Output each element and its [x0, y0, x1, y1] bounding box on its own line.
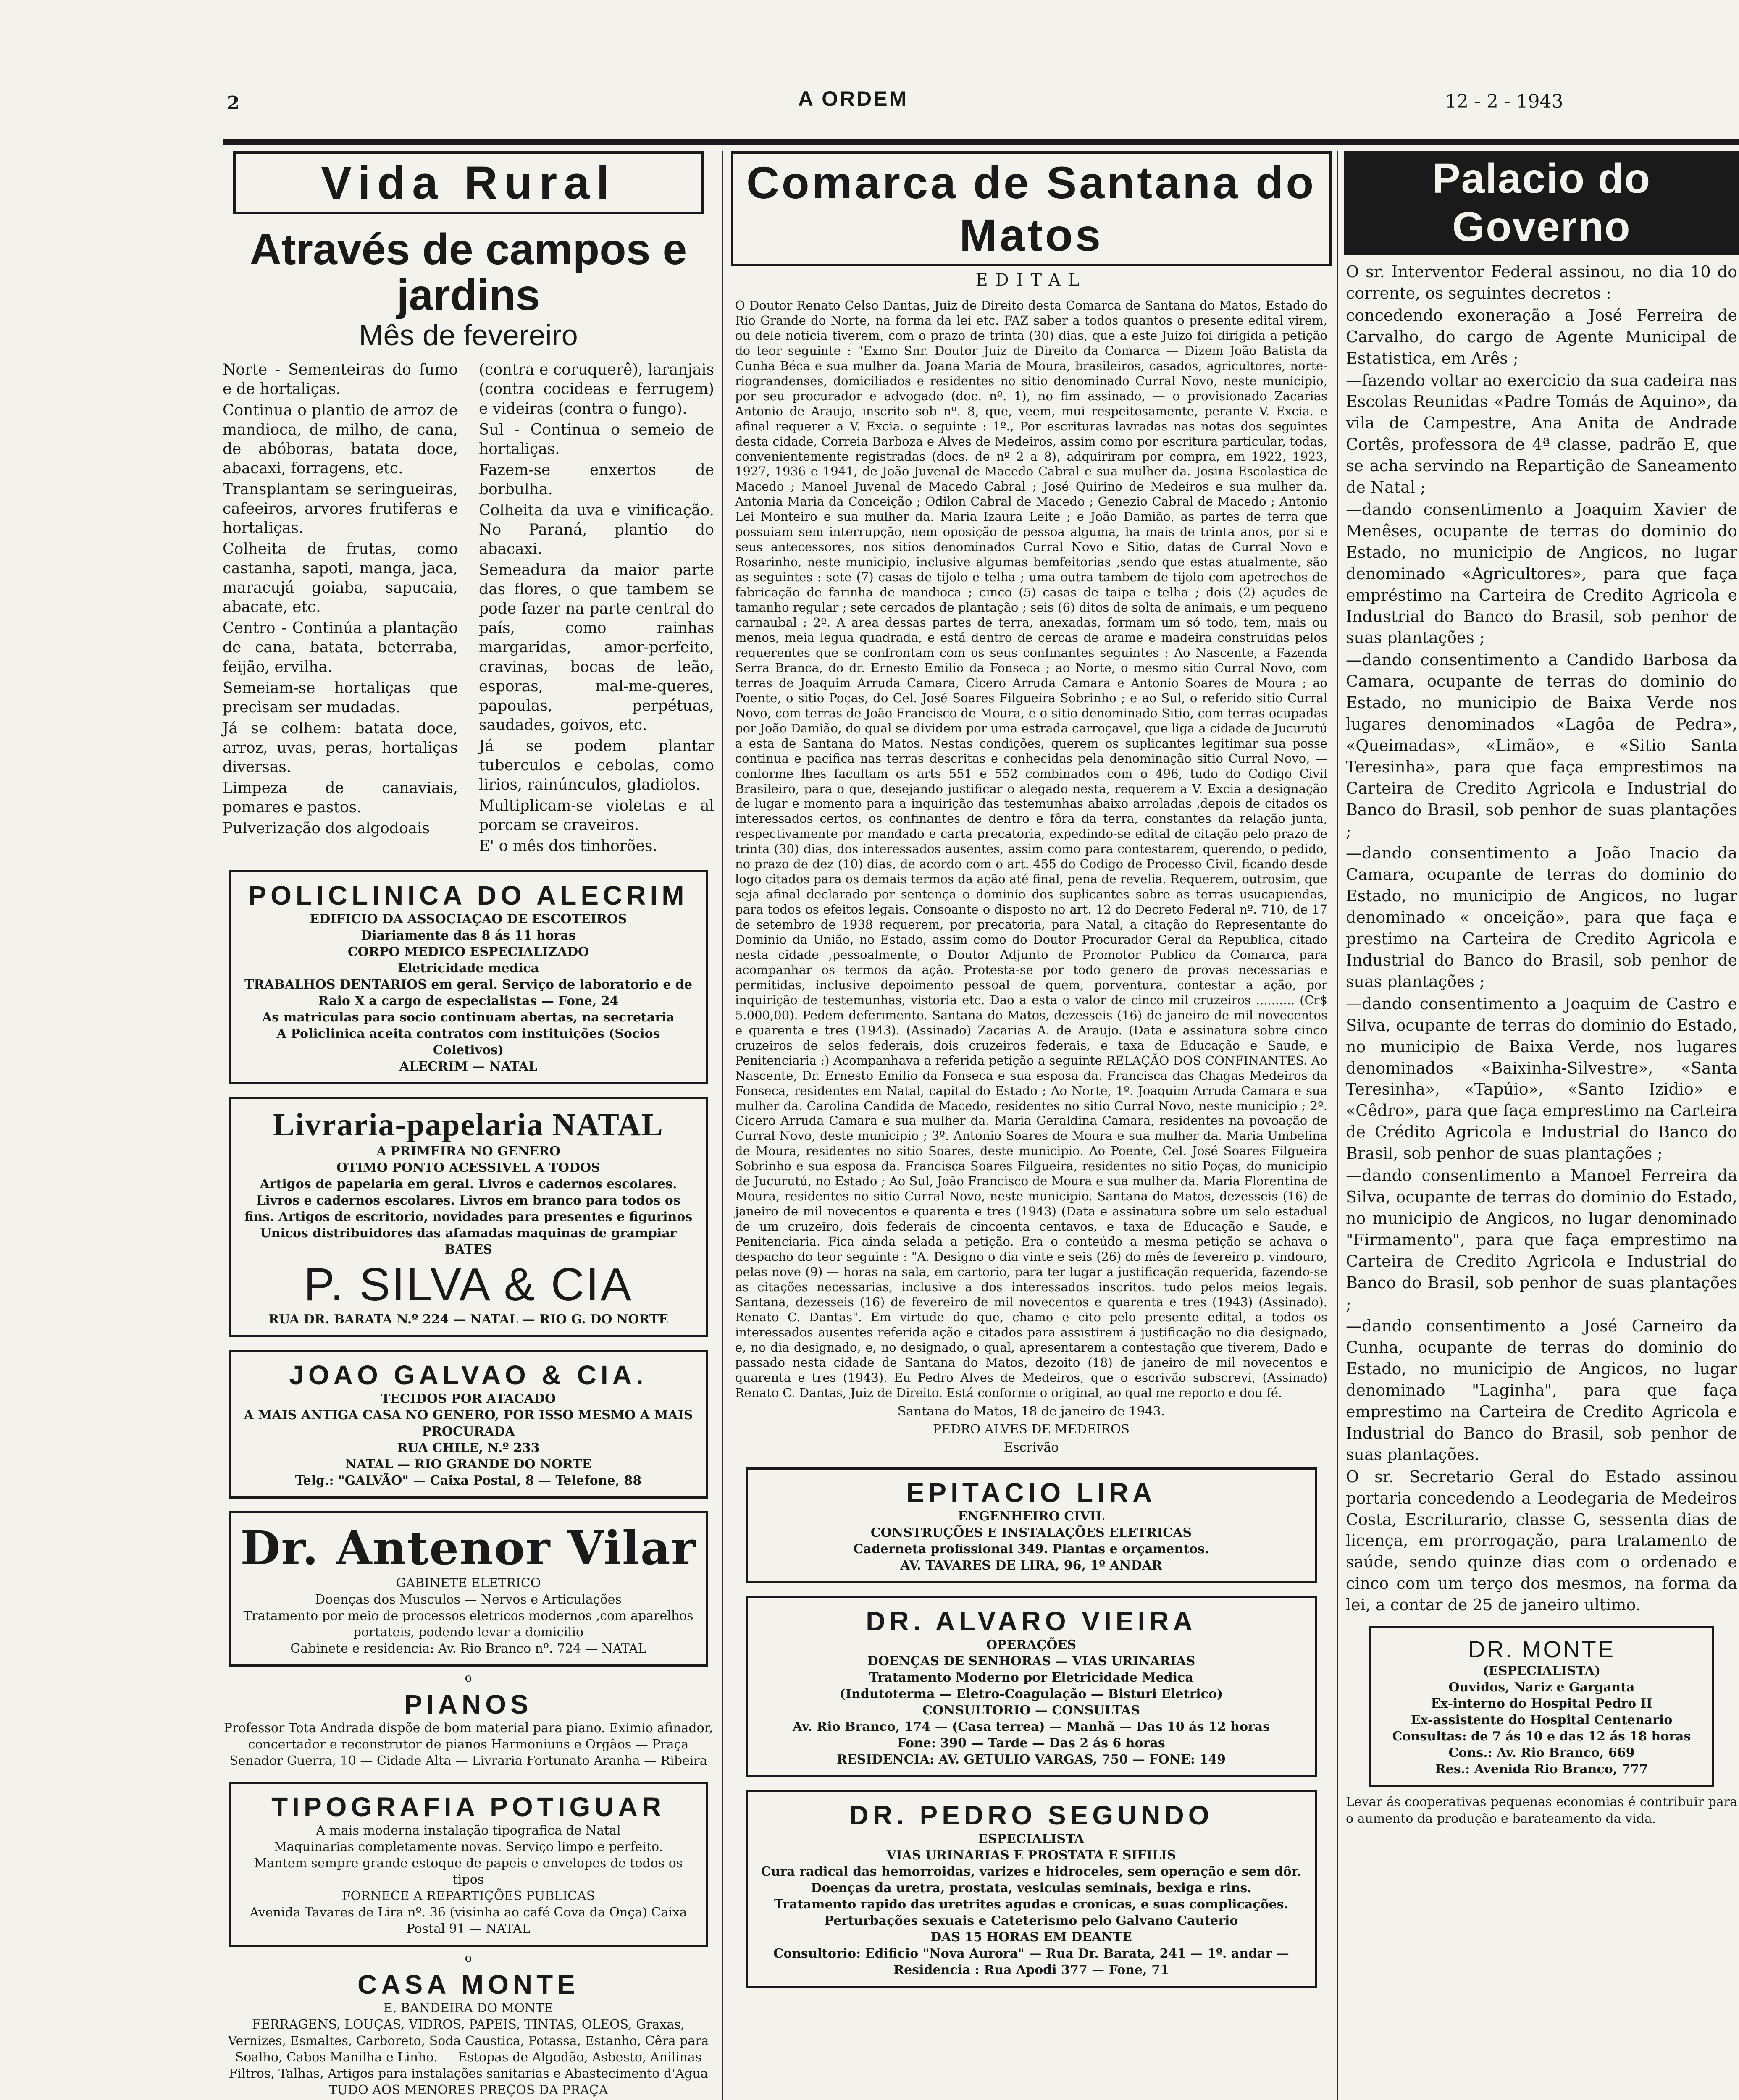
edital-title: Comarca de Santana do Matos — [731, 151, 1332, 266]
ad-line: ALECRIM — NATAL — [399, 1059, 538, 1074]
paragraph: Continua o plantio de arroz de mandioca, de milho, de cana, de abóboras, batata doce, abacaxi, forragens, etc. — [223, 402, 458, 477]
headline: Através de campos e jardins — [250, 225, 687, 320]
ad-joao-galvao — [229, 1350, 708, 1499]
paragraph: Colheita de frutas, como castanha, sapoti, manga, jaca, maracujá goiaba, sapucaia, abacate, etc. — [223, 541, 458, 616]
ad-line: GABINETE ELETRICO — [396, 1576, 541, 1591]
ad-livraria — [229, 1097, 708, 1337]
ad-line: DOENÇAS DE SENHORAS — VIAS URINARIAS — [867, 1654, 1195, 1669]
ad-line: (ESPECIALISTA) — [1482, 1664, 1601, 1679]
paragraph: —fazendo voltar ao exercicio da sua cadeira nas Escolas Reunidas «Padre Tomás de Aquino», da vila de Campestre, Ana Anita de Andrade Cortês, professora de 4ª classe, padrão E, que se acha servindo na Repartição de Saneamento de Natal ; — [1346, 371, 1737, 497]
paragraph: O sr. Secretario Geral do Estado assinou portaria concedendo a Leodegaria de Medeiros Costa, Escriturario, classe G, sessenta dias de licença, em prorrogação, para tratamento de saúde, sendo quinze dias com o ordenado e cinco com um terço dos mesmos, na forma da lei, a contar de 25 de janeiro ultimo. — [1346, 1467, 1737, 1614]
ad-line: TUDO AOS MENORES PREÇOS DA PRAÇA — [328, 2083, 608, 2098]
ad-title: EPITACIO LIRA — [906, 1477, 1156, 1508]
ad-line: (Indutoterma — Eletro-Coagulação — Bisturi Eletrico) — [839, 1686, 1223, 1701]
ad-title: CASA MONTE — [357, 1969, 579, 2000]
ad-lines — [757, 1508, 1306, 1574]
ad-line: As matriculas para socio continuam abertas, na secretaria — [262, 1010, 675, 1025]
ad-line: Avenida Tavares de Lira nº. 36 (visinha ao café Cova da Onça) Caixa Postal 91 — NATAL — [250, 1905, 687, 1937]
ad-dr-monte — [1369, 1626, 1714, 1787]
cooperativas-note: Levar ás cooperativas pequenas economias é contribuir para o aumento da produção e barateamento da vida. — [1346, 1795, 1737, 1827]
palacio-title: Palacio do Governo — [1344, 151, 1739, 255]
ad-lines — [240, 1822, 696, 1937]
paragraph: Fazem-se enxertos de borbulha. — [479, 461, 714, 498]
paragraph: —dando consentimento a João Inacio da Camara, ocupante de terras do dominio do Estado, no municipio de Angicos, no lugar denominado « onceição», para que faça e prestimo na Carteira de Credito Agricola e Industrial do Banco do Brasil, sob penhor de suas plantações ; — [1346, 844, 1737, 991]
ad-line: Tratamento por meio de processos eletricos modernos ,com aparelhos portateis, podendo levar a domicilio — [243, 1609, 693, 1640]
ad-tipografia — [229, 1782, 708, 1947]
ad-line: OTIMO PONTO ACESSIVEL A TODOS — [336, 1160, 600, 1176]
ad-line: Eletricidade medica — [398, 961, 539, 976]
ad-line: DAS 15 HORAS EM DEANTE — [930, 1929, 1132, 1945]
ad-lines — [240, 1575, 696, 1657]
ad-line: A mais moderna instalação tipografica de Natal — [316, 1823, 621, 1838]
paragraph: Pulverização dos algodoais — [223, 820, 430, 837]
paragraph: Semeiam-se hortaliças que precisam ser mudadas. — [223, 679, 458, 716]
ad-line: EDIFICIO DA ASSOCIAÇAO DE ESCOTEIROS — [310, 912, 627, 927]
ad-line: CONSULTORIO — CONSULTAS — [922, 1703, 1140, 1718]
ad-line: ENGENHEIRO CIVIL — [958, 1509, 1105, 1524]
ad-line: FERRAGENS, LOUÇAS, VIDROS, PAPEIS, TINTAS, OLEOS, Graxas, Vernizes, Esmaltes, Carboreto, Soda Caustica, Potassa, Estanho, Cêra para Soalho, Cabos Manilha e Linho. — Estopas de Algodão, Asbesto, Anilinas Filtros, Talhas, Artigos para instalações sanitarias e Abastecimento d'Agua — [228, 2017, 709, 2082]
palacio-body — [1346, 261, 1737, 1616]
paragraph: (contra e coruquerê), laranjais (contra cocideas e ferrugem) e videiras (contra o fungo). — [479, 361, 714, 417]
ad-line: Telg.: "GALVÃO" — Caixa Postal, 8 — Telefone, 88 — [295, 1473, 642, 1488]
ad-casa-monte — [223, 1969, 714, 2100]
right-column — [1344, 151, 1739, 2100]
ad-line: AV. TAVARES DE LIRA, 96, 1º ANDAR — [900, 1558, 1162, 1573]
paragraph: Limpeza de canaviais, pomares e pastos. — [223, 780, 458, 816]
ad-title: PIANOS — [404, 1689, 533, 1720]
column-divider — [722, 151, 723, 2100]
ad-line: Diariamente das 8 ás 11 horas — [361, 928, 576, 943]
edital-body: O Doutor Renato Celso Dantas, Juiz de Direito desta Comarca de Santana do Matos, Estado do Rio Grande do Norte, na forma da lei etc. FAZ saber a todos quantos o presente edital virem, ou dele noticia tiverem, com o prazo de trinta (30) dias, que a este Juizo foi dirigida a petição do teor seguinte : "Exmo Snr. Doutor Juiz de Direito da Comarca — Dizem João Batista da Cunha Béca e sua mulher da. Joana Maria de Moura, brasileiros, casados, agricultores, norte-riograndenses, domiciliados e residentes no sitio denominado Curral Novo, neste municipio, por seu procurador e advogado (doc. nº. 1), no fim assinado, — o provisionado Zacarias Antonio de Araujo, inscrito sob nº. 8, que, veem, mui respeitosamente, perante V. Excia. e afinal requerer a V. Excia. o seguinte : 1º., Por escrituras lavradas nas notas dos seguintes desta cidade, Correia Barboza e Alves de Medeiros, assim como por escritura particular, todas, convenientemente registradas (docs. de nº 2 a 8), adquiriram por compra, em 1922, 1923, 1927, 1936 e 1941, de João Juvenal de Macedo Cabral e sua mulher da. Josina Escolastica de Macedo ; Manoel Juvenal de Macedo Cabral ; José Quirino de Medeiros e sua mulher da. Antonia Maria da Conceição ; Odilon Cabral de Macedo ; Genezio Cabral de Macedo ; Antonio Lei Monteiro e sua mulher da. Maria Izaura Leite ; e João Damião, as partes de terra que possuiam sem interrupção, nem oposição de pessoa alguma, ha mais de trinta anos, por si e seus antecessores, nos sitios denominados Curral Novo e Sitio, datas de Curral Novo e Rosarinho, neste municipio, inclusive algumas bemfeitorias ,sendo que estas atualmente, são as seguintes : sete (7) casas de tijolo e telha ; uma outra tambem de tijolo com apetrechos de fabricação de farinha de mandioca ; cinco (5) casas de taipa e telha ; dois (2) açudes de tamanho regular ; sete cercados de plantação ; seis (6) ditos de solta de animais, e um pequeno carnaubal ; 2º. A area dessas partes de terra, anexadas, formam um só todo, tem, mais ou menos, meia legua quadrada, e está dentro de cercas de arame e madeira construidas pelos requerentes que se confrontam com os seus confinantes seguintes : Ao Nascente, a Fazenda Serra Branca, do dr. Ernesto Emilio da Fonseca ; ao Norte, o mesmo sitio Curral Novo, com terras de Joaquim Arruda Camara, Cicero Arruda Camara e Antonio Soares de Moura ; ao Poente, o sitio Poças, do Cel. José Soares Filgueira Sobrinho ; e ao Sul, o referido sitio Curral Novo, com terras de João Francisco de Moura, e o sitio denominado Sitio, com terras ocupadas por João Damião, do qual se dividem por uma estrada carroçavel, que liga a cidade de Jucurutú a esta de Santana do Matos. Nestas condições, querem os suplicantes legitimar sua posse continua e pacifica nas terras descritas e conhecidas pela denominação sitio Curral Novo, — conforme lhes facultam os arts 551 e 552 combinados com o 496, tudo do Codigo Civil Brasileiro, para o que, desejando justificar o alegado nesta, requerem a V. Excia a designação de lugar e momento para a inquirição das testemunhas abaixo arroladas ,depois de citados os interessados certos, os confinantes de dentro e fôra da terra, constantes da relação junta, respectivamente por mandado e carta precatoria, expedindo-se edital de citação pelo prazo de trinta (30) dias, dos interessados ausentes, assim como para contestarem, querendo, o pedido, no prazo de dez (10) dias, de acordo com o art. 455 do Codigo de Processo Civil, ficando desde logo citados para os demais termos da ação até final, pena de revelia. Requerem, outrosim, que seja afinal declarado por sentença o dominio dos suplicantes sobre as terras usucapiendas, para todos os efeitos legais. Consoante o disposto no art. 12 do Decreto Federal nº. 710, de 17 de setembro de 1938 requerem, por precatoria, para Natal, a citação do Representante do Dominio da União, no Estado, assim como do Doutor Procurador Geral da Republica, citado nesta cidade ,pessoalmente, o Doutor Adjunto de Promotor Publico da Comarca, para acompanhar os termos da ação. Protesta-se por todo genero de provas necessarias e permitidas, inclusive depoimento pessoal de quem, porventura, contestar a ação, por inquirição de testemunhas, vistoria etc. Dao a esta o valor de cinco mil cruzeiros .......... (Cr$ 5.000,00). Pedem deferimento. Santana do Matos, dezesseis (16) de janeiro de mil novecentos e quarenta e tres (1943). (Assinado) Zacarias A. de Araujo. (Data e assinatura sobre cinco cruzeiros de selos federais, dois cruzeiros federais, e taxa de Educação e Saude, e Penitenciaria :) Acompanhava a referida petição a seguinte RELAÇÃO DOS CONFINANTES. Ao Nascente, Dr. Ernesto Emilio da Fonseca e sua esposa da. Francisca das Chagas Medeiros da Fonseca, residentes em Natal, capital do Estado ; Ao Norte, 1º. Joaquim Arruda Camara e sua mulher da. Carolina Candida de Macedo, residentes no sitio Curral Novo, neste municipio ; 2º. Cicero Arruda Camara e sua mulher da. Maria Geraldina Camara, residentes na povoação de Curral Novo, deste municipio ; 3º. Antonio Soares de Moura e sua mulher da. Maria Umbelina de Moura, residentes no sitio Soares, deste municipio. Ao Poente, Cel. José Soares Filgueira Sobrinho e sua esposa da. Francisca Soares Filgueira, residentes no sitio Poças, do municipio de Jucurutú, no Estado ; Ao Sul, João Francisco de Moura e sua mulher da. Maria Florentina de Moura, residentes no sitio Curral Novo, neste municipio. Santana do Matos, dezesseis (16) de janeiro de mil novecentos e quarenta e tres (1943) (Data e assinatura sobre um selo estadual de um cruzeiro, dois federais de cincoenta centavos, e taxa de Educação e Saude, e Penitenciaria. Fica ainda selada a petição. Era o conteúdo a mesma petição se achava o despacho do teor seguinte : "A. Designo o dia vinte e seis (26) do mês de fevereiro p. vindouro, pelas nove (9) — horas na sala, em cartorio, para ter lugar a justificação requerida, fazendo-se as citações necessarias, inclusive a dos interessados inscritos. tudo pelos meios legais. Santana, dezesseis (16) de fevereiro de mil novecentos e quarenta e tres (1943) (Assinado). Renato C. Dantas". Em virtude do que, chamo e cito pelo presente edital, a todos os interessados ausentes referida ação e citados para assistirem á justificação no dia designado, e, no dia designado, e, no designado, o qual, apresentarem a contestação que tiverem, Dado e passado nesta cidade de Santana do Matos, dezoito (18) de janeiro de mil novecentos e quarenta e tres (1943). Eu Pedro Alves de Medeiros, que o escrivão subscrevi, (Assinado) Renato C. Dantas, Juiz de Direito. Está conforme o original, ao qual me reporto e dou fé. — [735, 298, 1327, 1400]
paragraph: Já se colhem: batata doce, arroz, uvas, peras, hortaliças diversas. — [223, 719, 458, 776]
edital-label: EDITAL — [975, 270, 1087, 290]
ad-line: Tratamento Moderno por Eletricidade Medica — [869, 1670, 1193, 1685]
paragraph: —dando consentimento a Candido Barbosa da Camara, ocupante de terras do dominio do Estado, no municipio de Baixa Verde nos lugares denominados «Lagôa de Pedra», «Queimadas», «Limão», e «Sitio Santa Teresinha», para que faça emprestimos na Carteira de Credito Agricola e Industrial do Banco do Brasil, sob penhor de suas plantações ; — [1346, 651, 1737, 840]
ad-line: TECIDOS POR ATACADO — [381, 1391, 556, 1407]
ad-antenor-vilar — [229, 1511, 708, 1667]
article-column-1 — [223, 360, 458, 858]
ad-line: Ouvidos, Nariz e Garganta — [1448, 1680, 1635, 1695]
edital-place-date: Santana do Matos, 18 de janeiro de 1943. — [897, 1404, 1165, 1419]
divider: o — [465, 1951, 472, 1965]
paragraph: —dando consentimento a José Carneiro da Cunha, ocupante de terras do dominio do Estado, no municipio de Angicos, no lugar denominado "Laginha", para que faça emprestimo na Carteira de Credito Agricola e Industrial do Banco do Brasil, sob penhor de suas plantações. — [1346, 1317, 1737, 1464]
paragraph: Multiplicam-se violetas e al porcam se craveiros. — [479, 797, 714, 834]
ad-epitacio-lira — [746, 1467, 1317, 1583]
ad-pianos — [223, 1689, 714, 1769]
paragraph: E' o mês dos tinhorões. — [479, 837, 657, 855]
ad-line: RUA CHILE, N.º 233 — [397, 1441, 540, 1456]
paragraph: Colheita da uva e vinificação. No Paraná, plantio do abacaxi. — [479, 501, 714, 558]
ad-line: CONSTRUÇÕES E INSTALAÇÕES ELETRICAS — [870, 1525, 1192, 1540]
paragraph: —dando consentimento a Manoel Ferreira da Silva, ocupante de terras do dominio do Estado, no municipio de Angicos, no lugar denominado "Firmamento", para que faça emprestimo na Carteira de Credito Agricola e Industrial do Banco do Brasil, sob penhor de suas plantações ; — [1346, 1166, 1737, 1313]
edital-signature: PEDRO ALVES DE MEDEIROS — [933, 1422, 1130, 1437]
ad-title: Dr. Antenor Vilar — [240, 1521, 696, 1575]
article-column-2 — [479, 360, 714, 858]
ad-line: Maquinarias completamente novas. Serviço limpo e perfeito. — [273, 1840, 663, 1855]
edital-role: Escrivão — [1003, 1440, 1059, 1455]
paragraph: Sul - Continua o semeio de hortaliças. — [479, 421, 714, 458]
ad-address: RUA DR. BARATA N.º 224 — NATAL — RIO G. DO NORTE — [268, 1312, 668, 1327]
ad-line: Tratamento rapido das uretrites agudas e cronicas, e suas complicações. Perturbações sexuais e Cateterismo pelo Galvano Cauterio — [774, 1897, 1288, 1928]
paragraph: Já se podem plantar tuberculos e cebolas, como lirios, rainúnculos, gladiolos. — [479, 737, 714, 794]
ad-lines — [757, 1831, 1306, 1978]
ad-line: Consultas: de 7 ás 10 e das 12 ás 18 horas — [1392, 1729, 1691, 1744]
ad-lines — [240, 1143, 696, 1258]
ad-title: Livraria-papelaria NATAL — [273, 1107, 664, 1143]
ad-lines — [757, 1637, 1306, 1768]
ad-line: Mantem sempre grande estoque de papeis e envelopes de todos os tipos — [254, 1856, 683, 1887]
issue-date: 12 - 2 - 1943 — [1445, 91, 1563, 112]
ad-line: A Policlinica aceita contratos com instituições (Socios Coletivos) — [276, 1026, 660, 1058]
ad-line: VIAS URINARIAS E PROSTATA E SIFILIS — [886, 1848, 1176, 1863]
ad-alvaro-vieira — [746, 1596, 1317, 1777]
header-rule — [223, 139, 1739, 145]
ad-lines — [223, 2000, 714, 2100]
ad-line: Av. Rio Branco, 174 — (Casa terrea) — Manhã — Das 10 ás 12 horas — [792, 1719, 1270, 1734]
ad-lines — [1381, 1663, 1702, 1777]
ad-line: RESIDENCIA: AV. GETULIO VARGAS, 750 — FONE: 149 — [836, 1752, 1226, 1767]
article-body — [223, 360, 714, 858]
masthead: A ORDEM — [798, 87, 909, 110]
ad-lines — [240, 911, 696, 1075]
ad-title: TIPOGRAFIA POTIGUAR — [271, 1792, 665, 1822]
ad-line: Caderneta profissional 349. Plantas e orçamentos. — [853, 1541, 1209, 1557]
ad-line: Ex-interno do Hospital Pedro II — [1431, 1696, 1652, 1712]
divider: o — [465, 1671, 472, 1685]
ad-line — [223, 2098, 714, 2100]
column-divider — [1337, 151, 1338, 2100]
paragraph: Transplantam se seringueiras, cafeeiros, arvores frutiferas e hortaliças. — [223, 480, 458, 537]
page-number: 2 — [227, 92, 240, 114]
ad-title: DR. PEDRO SEGUNDO — [849, 1800, 1214, 1830]
ad-line: Unicos distribuidores das afamadas maquinas de grampiar BATES — [260, 1226, 677, 1257]
ad-title: DR. MONTE — [1468, 1636, 1616, 1663]
ad-line: Res.: Avenida Rio Branco, 777 — [1435, 1762, 1648, 1777]
subheadline: Mês de fevereiro — [359, 319, 578, 352]
ad-line: Professor Tota Andrada dispõe de bom material para piano. Eximio afinador, concertador e reconstrutor de pianos Harmoniuns e Orgãos — Praça Senador Guerra, 10 — Cidade Alta — Livraria Fortunato Aranha — Ribeira — [223, 1721, 713, 1769]
ad-title: JOAO GALVAO & CIA. — [289, 1360, 648, 1391]
ad-line: Doenças dos Musculos — Nervos e Articulações — [315, 1592, 622, 1607]
ad-line: Cura radical das hemorroidas, varizes e hidroceles, sem operação e sem dôr. Doenças da uretra, prostata, vesiculas seminais, bexiga e rins. — [761, 1864, 1302, 1895]
section-title-vida-rural: Vida Rural — [233, 151, 704, 214]
paragraph: O sr. Interventor Federal assinou, no dia 10 do corrente, os seguintes decretos : — [1346, 262, 1737, 302]
ad-line: NATAL — RIO GRANDE DO NORTE — [345, 1457, 592, 1472]
ad-pedro-segundo — [746, 1790, 1317, 1988]
paragraph: —dando consentimento a Joaquim de Castro e Silva, ocupante de terras do dominio do Estado, no municipio de Baixa Verde, nos lugares denominados «Baixinha-Silvestre», «Santa Teresinha», «Tapúio», «Santo Izidio» e «Cêdro», para que faça emprestimo na Carteira de Crédito Agricola e Industrial do Banco do Brasil, sob penhor de suas plantações ; — [1346, 994, 1737, 1163]
left-column — [223, 151, 714, 2100]
ad-line: TRABALHOS DENTARIOS em geral. Serviço de laboratorio e de Raio X a cargo de especialistas — Fone, 24 — [244, 977, 692, 1009]
ad-lines — [223, 1720, 714, 1769]
paragraph: concedendo exoneração a José Ferreira de Carvalho, do cargo de Agente Municipal de Estatistica, em Arês ; — [1346, 306, 1737, 368]
ad-line: ESPECIALISTA — [978, 1831, 1084, 1846]
middle-column — [731, 151, 1332, 2100]
paragraph: —dando consentimento a Joaquim Xavier de Menêses, ocupante de terras do dominio do Estado, no municipio de Angicos, no lugar denominado «Agricultores», para que faça empréstimo na Carteira de Credito Agricola e Industrial do Banco do Brasil, sob penhor de suas plantações ; — [1346, 500, 1737, 647]
ad-line: Fone: 390 — Tarde — Das 2 ás 6 horas — [897, 1735, 1165, 1751]
ad-line: FORNECE A REPARTIÇÕES PUBLICAS — [341, 1889, 595, 1904]
ad-lines — [240, 1391, 696, 1489]
ad-line: E. BANDEIRA DO MONTE — [383, 2001, 554, 2016]
ad-line: Ex-assistente do Hospital Centenario — [1411, 1713, 1673, 1728]
ad-line: Cons.: Av. Rio Branco, 669 — [1448, 1746, 1635, 1761]
ad-title: DR. ALVARO VIEIRA — [866, 1606, 1197, 1636]
brand-name: P. SILVA & CIA — [304, 1259, 633, 1311]
ad-line: A PRIMEIRA NO GENERO — [376, 1144, 560, 1159]
ad-line: Gabinete e residencia: Av. Rio Branco nº. 724 — NATAL — [290, 1641, 646, 1656]
ad-line: CORPO MEDICO ESPECIALIZADO — [347, 945, 589, 960]
paragraph: Semeadura da maior parte das flores, o que tambem se pode fazer na parte central do país, como rainhas margaridas, amor-perfeito, cravinas, bocas de leão, esporas, mal-me-queres, papoulas, perpétuas, saudades, goivos, etc. — [479, 562, 714, 734]
ad-policlinica — [229, 870, 708, 1084]
paragraph: Norte - Sementeiras do fumo e de hortaliças. — [223, 361, 458, 398]
ad-title: POLICLINICA DO ALECRIM — [248, 880, 688, 911]
ad-line: Consultorio: Edificio "Nova Aurora" — Rua Dr. Barata, 241 — 1º. andar — Residencia : Rua Apodi 377 — Fone, 71 — [773, 1946, 1289, 1977]
ad-line: Artigos de papelaria em geral. Livros e cadernos escolares. Livros e cadernos escolares. Livros em branco para todos os fins. Artigos de escritorio, novidades para presentes e figurinos — [244, 1177, 693, 1225]
ad-line: A MAIS ANTIGA CASA NO GENERO, POR ISSO MESMO A MAIS PROCURADA — [244, 1408, 693, 1439]
paragraph: Centro - Continúa a plantação de cana, batata, beterraba, feijão, ervilha. — [223, 620, 458, 676]
ad-line: OPERAÇÕES — [986, 1637, 1077, 1652]
